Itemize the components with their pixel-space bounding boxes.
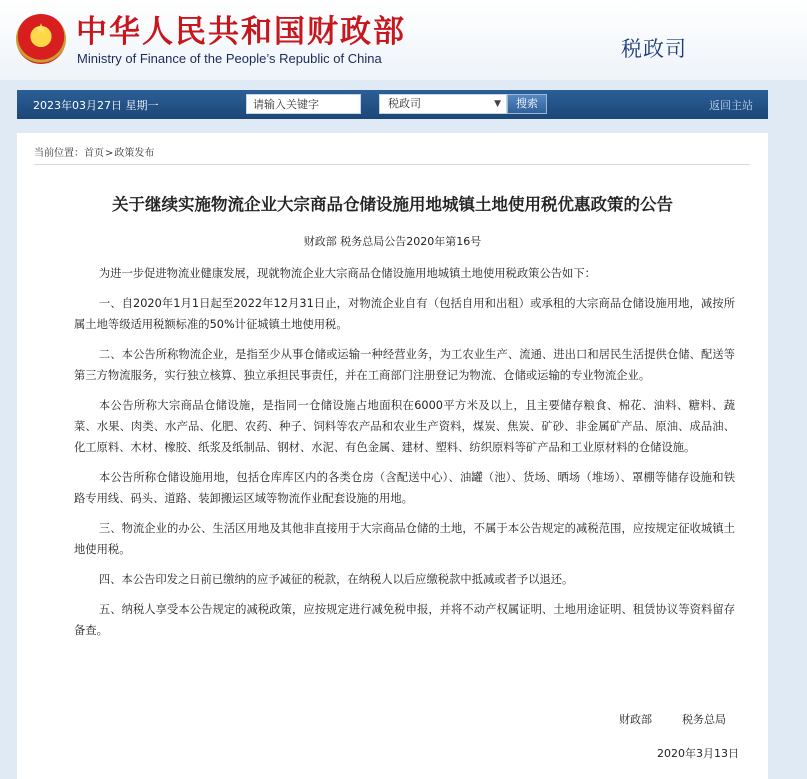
- article-paragraph: 三、物流企业的办公、生活区用地及其他非直接用于大宗商品仓储的土地，不属于本公告规定的减税范围，应按规定征收城镇土地使用税。: [74, 522, 735, 556]
- article-body: [74, 263, 735, 650]
- current-date: 2023年03月27日 星期一: [33, 99, 159, 112]
- department-name: 税政司: [621, 37, 687, 61]
- search-scope-select[interactable]: [379, 94, 507, 114]
- article-paragraph: 本公告所称大宗商品仓储设施，是指同一仓储设施占地面积在6000平方米及以上，且主要储存粮食、棉花、油料、糖料、蔬菜、水果、肉类、水产品、化肥、农药、种子、饲料等农产品和农业生产资料，煤炭、焦炭、矿砂、非金属矿产品、原油、成品油、化工原料、木材、橡胶、纸浆及纸制品、钢材、水泥、有色金属、建材、塑料、纺织原料等矿产品和工业原材料的仓储设施。: [74, 399, 735, 454]
- site-title-en: Ministry of Finance of the People’s Republic of China: [77, 51, 382, 66]
- signatory-sat: 税务总局: [682, 713, 726, 726]
- breadcrumb-prefix: 当前位置：: [34, 148, 84, 159]
- site-title-cn[interactable]: 中华人民共和国财政部: [76, 14, 406, 50]
- content-panel: [17, 133, 768, 779]
- article-paragraph: 一、自2020年1月1日起至2022年12月31日止，对物流企业自有（包括自用和出租）或承租的大宗商品仓储设施用地，减按所属土地等级适用税额标准的50%计征城镇土地使用税。: [74, 297, 735, 331]
- search-scope-value: 税政司: [388, 97, 421, 110]
- breadcrumb-item-home[interactable]: 首页: [84, 148, 104, 159]
- breadcrumb-separator: >: [105, 148, 114, 159]
- nav-bar: [17, 90, 768, 119]
- search-input[interactable]: [246, 94, 361, 114]
- document-number: 财政部 税务总局公告2020年第16号: [303, 235, 482, 248]
- breadcrumb: [34, 144, 154, 159]
- divider: [34, 164, 750, 165]
- national-emblem-icon: ★: [16, 14, 66, 64]
- article-paragraph: 二、本公告所称物流企业，是指至少从事仓储或运输一种经营业务，为工农业生产、流通、进出口和居民生活提供仓储、配送等第三方物流服务，实行独立核算、独立承担民事责任，并在工商部门注册登记为物流、仓储或运输的专业物流企业。: [74, 348, 735, 382]
- return-home-link[interactable]: 返回主站: [709, 99, 753, 112]
- site-header: [0, 0, 807, 80]
- article-title: 关于继续实施物流企业大宗商品仓储设施用地城镇土地使用税优惠政策的公告: [112, 195, 673, 214]
- breadcrumb-item-policy[interactable]: 政策发布: [114, 148, 155, 159]
- article-paragraph: 四、本公告印发之日前已缴纳的应予减征的税款，在纳税人以后应缴税款中抵减或者予以退还。: [98, 573, 574, 586]
- chevron-down-icon: ▼: [494, 99, 501, 109]
- article-paragraph: 为进一步促进物流业健康发展，现就物流企业大宗商品仓储设施用地城镇土地使用税政策公告如下：: [98, 267, 596, 280]
- signatories: [619, 711, 726, 727]
- publish-date: 2020年3月13日: [657, 747, 739, 760]
- article-paragraph: 五、纳税人享受本公告规定的减税政策，应按规定进行减免税申报，并将不动产权属证明、土地用途证明、租赁协议等资料留存备查。: [74, 603, 735, 637]
- article-paragraph: 本公告所称仓储设施用地，包括仓库库区内的各类仓房（含配送中心）、油罐（池）、货场、晒场（堆场）、罩棚等储存设施和铁路专用线、码头、道路、装卸搬运区域等物流作业配套设施的用地。: [74, 471, 735, 505]
- search-button[interactable]: 搜索: [507, 94, 547, 114]
- signatory-mof: 财政部: [619, 713, 652, 726]
